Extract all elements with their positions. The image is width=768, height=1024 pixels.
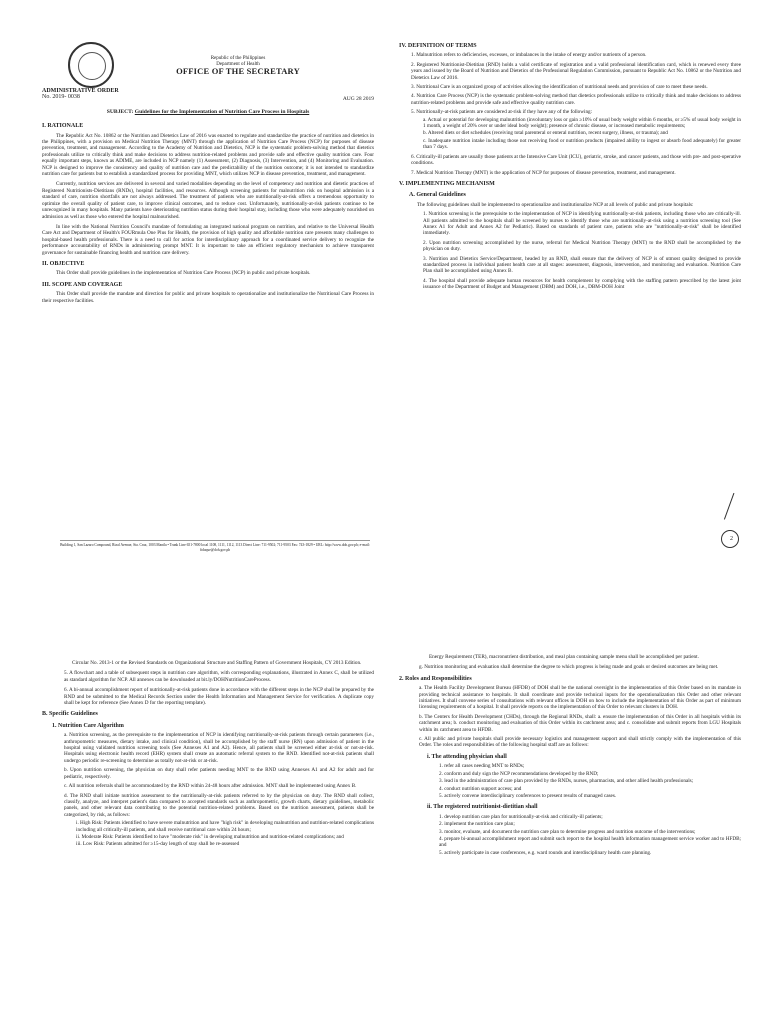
rnd-duty: 2. implement the nutrition care plan; [439, 821, 515, 828]
signature-mark [724, 493, 745, 527]
office-title: OFFICE OF THE SECRETARY [176, 66, 300, 76]
continued-item: Circular No. 2013-1 or the Revised Standards on Organizational Structure and Staffing Pattern of Government Hospitals, CY 2013 Edition. [72, 660, 362, 666]
guideline-item: 6. A bi-annual accomplishment report of nutritionally-at-risk patients done in accordance with the different steps in the NCP shall be prepared by the RND and be submitted to the Medical Records Section under the Health Information and Management Service for verification. A duplicate copy shall be kept for reference (See Annex D for the reporting template). [64, 687, 374, 707]
role-item: a. The Health Facility Development Bureau (HFDB) of DOH shall be the national oversight in the implementation of this Order based on its mandate in providing technical assistance to hospitals. It shall coordinate and provide technical inputs for the operationalization this Order and other relevant initiatives. It shall convene series of consultations with relevant offices in DOH on how to include the implementation of this Order as part of minimum licensing requirements of a hospital. It shall provide reports on the implementation of this Order to relevant clusters in DOH. [419, 685, 741, 711]
rationale-paragraph: Currently, nutrition services are delivered in several and varied modalities depending on the level of competency and nutrition and dietetic practices of Registered Nutritionists-Dietitians (RNDs), hospital facilities, and resources. Although screening patients for malnutrition risk on hospital admission is a standard of care, nutrition shortfalls are not always addressed. The treatment of patients who are nutritionally-at-risk offers a tremendous opportunity to optimize the overall quality of patient care, to improve clinical outcomes, and to reduce cost. Unfortunately, nutritionally-at-risk patients continue to be unrecognized in many hospitals. Many patients have deteriorating nutrition status during their hospital stay, including those who were adequately nourished on admission as well as those who entered the hospital malnourished. [42, 181, 374, 220]
ao-number: No. 2019- 0038 [42, 94, 80, 101]
physician-duty: 1. refer all cases needing MNT to RNDs; [439, 763, 525, 770]
algorithm-item: a. Nutrition screening, as the prerequisite to the implementation of NCP in identifying nutritionally-at-risk patients through certain parameters (i.e., anthropometric measures, dietary intake, and clinical condition), shall be accomplished by the staff nurse (RN) upon admission of patient in the hospital using validated nutrition screening tools (See Annexes A1 and A2). Hence, all patients shall be screened either at-risk or not-at-risk. Hospitals using electronic health record (EHR) system shall create an automatic referral system to the RND. Identified not-at-risk patients shall undergo periodic re-screening to determine as totally not-at-risk or at-risk. [64, 732, 374, 764]
definition-item: 7. Medical Nutrition Therapy (MNT) is the application of NCP for purposes of disease prevention, treatment, and management. [411, 169, 676, 176]
roles-heading: 2. Roles and Responsibilities [399, 675, 472, 682]
scope-heading: III. SCOPE AND COVERAGE [42, 281, 123, 288]
role-item: b. The Centers for Health Development (CHDs), through the Regional RNDs, shall: a. ensure the implementation of this Order in all hospitals within its catchment area; b. conduct monitoring and evaluation of this Order within its catchment area; and c. consolidate and submit reports from LGU Hospitals within its catchment area to HFDB. [419, 713, 741, 733]
definition-item: 5. Nutritionally-at-risk patients are considered at-risk if they have any of the following: [411, 109, 593, 116]
specific-guidelines-heading: B. Specific Guidelines [42, 711, 98, 718]
rationale-paragraph: The Republic Act No. 10862 or the Nutrition and Dietetics Law of 2016 was enacted to regulate and standardize the practice of nutrition and dietetics in the Philippines, with a provision on Medical Nutrition Therapy (MNT) through the application of Nutrition Care Process (NCP) for purposes of disease prevention, treatment, and management. According to the Academy of Nutrition and Dietetics, NCP is the systematic problem-solving method that dietetics professionals utilize to critically think and make decisions to address nutrition-related problems and provide safe and effective quality nutrition care. Four equally important steps, known as ADIME, are included in NCP namely (1) Assessment, (2) Diagnosis, (3) Intervention, and (4) Monitoring and Evaluation. NCP is designed to improve the consistency and quality of nutrition care and the predictability of the nutrition outcome; it is not intended to standardize nutrition care for patients but to establish a standardized process for providing MNT, which utilizes NCP in disease prevention, treatment, and management. [42, 132, 374, 178]
department-label: Department of Health [216, 62, 260, 67]
physician-duty: 3. lead in the administration of care plan provided by the RNDs, nurses, pharmacists, and other allied health professionals; [439, 778, 694, 785]
risk-item: iii. Low Risk: Patients admitted for ≥15-day length of stay shall be re-assessed [76, 841, 240, 848]
algorithm-heading: 1. Nutrition Care Algorithm [52, 722, 124, 729]
definition-item: 1. Malnutrition refers to deficiencies, excesses, or imbalances in the intake of energy and/or nutrients of a person. [411, 52, 647, 59]
definition-item: 2. Registered Nutritionist-Dietitian (RND) holds a valid certificate of registration and a valid professional identification card, which is renewed every three years and issued by the Board of Nutrition and Dietetics of the Professional Regulation Commission, pursuant to Republic Act No. 10862 or the Nutrition and Dietetics Law of 2016. [411, 61, 741, 81]
date-stamp: AUG 28 2019 [342, 96, 374, 102]
general-intro: The following guidelines shall be implemented to operationalize and institutionalize NCP at all levels of public and private hospitals: [417, 201, 694, 208]
rationale-paragraph: In line with the National Nutrition Council's mandate of formulating an integrated national program on nutrition, and relative to the Universal Health Care Act and Department of Health's FOURmula One Plus for Health, the provision of high quality and affordable nutrition care presents many challenges to hospital-based health professionals. There is a need to call for action for interdisciplinary approach for a coordinated service delivery to recognize the performance accountability of RNDs in administering prompt MNT. It is important to take an efficient regulatory mechanism to achieve transparent governance for sustainable financing health and nutrition care delivery. [42, 223, 374, 256]
rnd-duty: 1. develop nutrition care plan for nutritionally-at-risk and critically-ill patients; [439, 813, 603, 820]
definition-item: 6. Critically-ill patients are usually those patients at the Intensive Care Unit (ICU), geriatric, stroke, and cancer patients, and those with pre- and post-operative conditions. [411, 153, 741, 167]
rnd-heading: ii. The registered nutritionist-dietitian shall [427, 804, 538, 811]
definition-item: 3. Nutritional Care is an organized group of activities allowing the identification of nutritional needs and provision of care to meet these needs. [411, 84, 708, 91]
definition-subitem: c. Inadequate nutrition intake including those not receiving food or nutrition products (impaired ability to ingest or absorb food adequately) for greater than 7 days. [423, 137, 741, 151]
guideline-item: 4. The hospital shall provide adequate human resources for health complement by complying with the staffing pattern prescribed by the latest joint issuance of the Department of Budget and Management (DBM) and DOH, i.e., DBM-DOH Joint [423, 277, 741, 291]
physician-heading: i. The attending physician shall [427, 753, 507, 760]
rnd-duty: 4. prepare bi-annual accomplishment report and submit such report to the hospital health information management service worker and to HFDB; and [439, 835, 741, 849]
rationale-heading: I. RATIONALE [42, 123, 84, 130]
risk-item: ii. Moderate Risk: Patients identified to have "moderate risk" in developing malnutrition and nutrition-related complications; and [76, 833, 344, 840]
physician-duty: 2. conform and duly sign the NCP recommendations developed by the RND; [439, 770, 599, 777]
algorithm-item: g. Nutrition monitoring and evaluation shall determine the degree to which progress is being made and goals or desired outcomes are being met. [419, 664, 719, 671]
document-page-3 [38, 640, 378, 1024]
page-footer: Building 1, San Lazaro Compound, Rizal Avenue, Sta. Cruz, 1003 Manila • Trunk Line 651-7800 local 1108, 1111, 1112, 1113 Direct Line: 711-9502; 711-9503 Fax: 743-1829 • URL: http://www.doh.gov.ph; e-mail: ftduque@doh.gov.ph [60, 540, 370, 552]
implementing-heading: V. IMPLEMENTING MECHANISM [399, 180, 495, 187]
risk-item: i. High Risk: Patients identified to have severe malnutrition and have "high risk" in developing malnutrition and nutrition-related complications including all critically-ill patients, and shall receive nutritional care within 24 hours; [76, 820, 374, 833]
document-page-4 [395, 640, 745, 1024]
definition-item: 4. Nutrition Care Process (NCP) is the systematic problem-solving method that dietetics professionals utilize to critically think and make decisions to address nutrition-related problems and provide safe and effective quality nutrition care. [411, 93, 741, 106]
guideline-item: 5. A flowchart and a table of subsequent steps in nutrition care algorithm, with corresponding explanations, illustrated in Annex C, shall be utilized as standard algorithm for NCP. All annexes can be downloaded at bit.ly/DOHNutritionCareProcess. [64, 670, 374, 683]
guideline-item: 2. Upon nutrition screening accomplished by the nurse, referral for Medical Nutrition Therapy (MNT) to the RND shall be accomplished by the physician on duty. [423, 239, 741, 253]
doh-seal-icon [68, 42, 114, 88]
physician-duty: 5. actively convene interdisciplinary conferences to present results of managed cases. [439, 792, 617, 799]
role-item: c. All public and private hospitals shall provide necessary logistics and management support and shall strictly comply with the implementation of this Order. The roles and responsibilities of the following hospital staff are as follows: [419, 736, 741, 749]
scope-paragraph: This Order shall provide the mandate and direction for public and private hospitals to operationalize and institutionalize the Nutritional Care Process in their respective facilities. [42, 291, 374, 304]
physician-duty: 4. conduct nutrition support access; and [439, 785, 522, 792]
republic-label: Republic of the Philippines [210, 56, 266, 61]
document-page-1 [38, 38, 378, 558]
rnd-duty: 5. actively participate in case conferences, e.g. ward rounds and interdisciplinary health care planning. [439, 849, 652, 856]
guideline-item: 1. Nutrition screening is the prerequisite to the implementation of NCP in identifying nutritionally-at-risk patients, including those who are critically-ill. All patients admitted to the hospitals shall be screened by nurses to identify those who are nutritionally-at-risk using a nutrition screening tool (See Annex A1 for Adult and Annex A2 for Pediatric). Based on standards of patient care, patients who are "nutritionally-at-risk" shall be identified immediately. [423, 211, 741, 237]
document-page-2 [395, 38, 745, 558]
algorithm-item: d. The RND shall initiate nutrition assessment to the nutritionally-at-risk patients referred to by the physician on duty. The RND shall collect, classify, analyze, and interpret patient's data compared to accepted standards such as anthropometric, growth charts, dietary guidelines, metabolic panels, and other relevant data contributing to the potential nutrition-related problems. Based on the nutrition assessment, patients shall be categorized, by risk, as follows: [64, 792, 374, 818]
general-guidelines-heading: A. General Guidelines [409, 192, 466, 199]
objective-paragraph: This Order shall provide guidelines in the implementation of Nutrition Care Process (NCP) in public and private hospitals. [56, 270, 311, 277]
page-number: 2 [730, 536, 733, 542]
definition-heading: IV. DEFINITION OF TERMS [399, 43, 477, 49]
subject-text: Guidelines for the Implementation of Nutrition Care Process in Hospitals [134, 108, 310, 115]
subject-label: SUBJECT: [106, 108, 134, 115]
letterhead [98, 56, 378, 74]
guideline-item: 3. Nutrition and Dietetics Service/Department, headed by an RND, shall ensure that the delivery of NCP is of utmost quality designed to provide standardized process in individual patient health care at all stages: assessment, diagnosis, intervention, and monitoring and evaluation. Nutrition Care Plan shall be accomplished using Annex B. [423, 255, 741, 275]
definition-subitem: a. Actual or potential for developing malnutrition (involuntary loss or gain ≥10% of usual body weight within 6 months, or ≥5% of usual body weight in 1 month, a weight of 20% over or under ideal body weight); presence of chronic disease, or increased metabolic requirements; [423, 116, 741, 130]
subject-line [42, 109, 374, 115]
definition-subitem: b. Altered diets or diet schedules (receiving total parenteral or enteral nutrition, recent surgery, illness, or trauma); and [423, 130, 668, 137]
rnd-duty: 3. monitor, evaluate, and document the nutrition care plan to determine progress and nutrition outcome of the interventions; [439, 828, 696, 835]
algorithm-item: b. Upon nutrition screening, the physician on duty shall refer patients needing MNT to the RND using Annexes A1 and A2 for adult and for pediatric, respectively. [64, 767, 374, 780]
continued-item: Energy Requirement (TER), macronutrient distribution, and meal plan containing sample menu shall be accomplished per patient. [429, 654, 699, 660]
ao-title: ADMINISTRATIVE ORDER [42, 88, 119, 94]
algorithm-item: c. All nutrition referrals shall be accommodated by the RND within 24-48 hours after admission. MNT shall be implemented using Annex B. [64, 783, 357, 790]
objective-heading: II. OBJECTIVE [42, 260, 85, 267]
